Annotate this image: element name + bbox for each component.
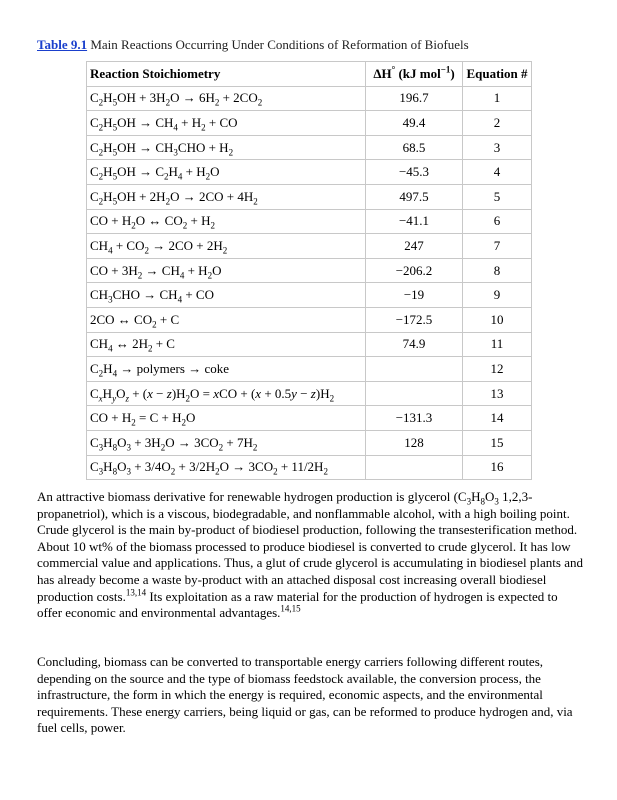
reaction-cell: $C_3H_8O_3 + 3H_2O \to 3CO_2 + 7H_2$ xyxy=(87,430,366,455)
equation-cell: 13 xyxy=(463,381,532,406)
enthalpy-cell: 497.5 xyxy=(366,184,463,209)
table-row xyxy=(87,455,532,480)
table-row xyxy=(87,332,532,357)
table-caption xyxy=(37,37,469,53)
table-row xyxy=(87,258,532,283)
table-row xyxy=(87,184,532,209)
enthalpy-cell: −131.3 xyxy=(366,406,463,431)
header-enthalpy: ΔH° (kJ mol$^{-1}$) xyxy=(366,62,463,87)
reaction-cell: $C_2H_5OH \to CH_4 + H_2$ + CO xyxy=(87,111,366,136)
reaction-cell: $C_3H_8O_3 + 3/4O_2 + 3/2H_2O \to 3CO_2 + 11/2H_2$ xyxy=(87,455,366,480)
equation-cell: 10 xyxy=(463,307,532,332)
table-header-row xyxy=(87,62,532,87)
enthalpy-cell xyxy=(366,455,463,480)
table-row xyxy=(87,209,532,234)
reaction-cell: $CH_4 + CO_2 \to 2CO + 2H_2$ xyxy=(87,234,366,259)
caption-text: Main Reactions Occurring Under Conditions of Reformation of Biofuels xyxy=(87,37,469,52)
table-label-link[interactable]: Table 9.1 xyxy=(37,37,88,52)
table-row xyxy=(87,135,532,160)
equation-cell: 3 xyxy=(463,135,532,160)
reaction-cell: $CH_3CHO \to CH_4$ + CO xyxy=(87,283,366,308)
table-row xyxy=(87,406,532,431)
table-row xyxy=(87,234,532,259)
enthalpy-cell xyxy=(366,381,463,406)
reaction-cell: $C_2H_4$ → polymers → coke xyxy=(87,357,366,382)
equation-cell: 9 xyxy=(463,283,532,308)
equation-cell: 16 xyxy=(463,455,532,480)
equation-cell: 1 xyxy=(463,86,532,111)
enthalpy-cell: −45.3 xyxy=(366,160,463,185)
citation-ref: 14,15 xyxy=(280,603,301,614)
enthalpy-cell: 49.4 xyxy=(366,111,463,136)
equation-cell: 6 xyxy=(463,209,532,234)
enthalpy-cell: −206.2 xyxy=(366,258,463,283)
equation-cell: 14 xyxy=(463,406,532,431)
citation-ref: 13,14 xyxy=(125,587,147,598)
reaction-cell: $CH_4$ ↔ $2H_2 + C$ xyxy=(87,332,366,357)
reactions-table xyxy=(86,61,532,480)
equation-cell: 12 xyxy=(463,357,532,382)
enthalpy-cell: 74.9 xyxy=(366,332,463,357)
header-equation: Equation # xyxy=(463,62,532,87)
equation-cell: 5 xyxy=(463,184,532,209)
enthalpy-cell: 128 xyxy=(366,430,463,455)
equation-cell: 2 xyxy=(463,111,532,136)
table-row xyxy=(87,283,532,308)
table-row xyxy=(87,357,532,382)
header-reaction: Reaction Stoichiometry xyxy=(87,62,366,87)
enthalpy-cell xyxy=(366,357,463,382)
enthalpy-cell: −19 xyxy=(366,283,463,308)
reaction-cell: CO + $H_2 = C + H_2O$ xyxy=(87,406,366,431)
reaction-cell: CO + $3H_2 \to CH_4 + H_2O$ xyxy=(87,258,366,283)
equation-cell: 8 xyxy=(463,258,532,283)
table-row xyxy=(87,111,532,136)
reaction-cell: CO + $H_2O$ ↔ $CO_2 + H_2$ xyxy=(87,209,366,234)
reaction-cell: $C_2H_5OH + 2H_2O \to 2CO + 4H_2$ xyxy=(87,184,366,209)
table-row xyxy=(87,381,532,406)
reaction-cell: $C_xH_yO_z + (x - z)H_2O$ = xCO + $(x + 0.5y - z)H_2$ xyxy=(87,381,366,406)
table-row xyxy=(87,160,532,185)
equation-cell: 7 xyxy=(463,234,532,259)
table-row xyxy=(87,430,532,455)
paragraph-conclusion: Concluding, biomass can be converted to transportable energy carriers following different routes, depending on the source and the type of biomass feedstock available, the conversion process, the infrastructure, the form in which the energy is required, economic aspects, and the environmental requirements. These energy carriers, being liquid or gas, can be reformed to produce hydrogen and, via fuel cells, power. xyxy=(37,654,573,736)
equation-cell: 11 xyxy=(463,332,532,357)
reaction-cell: $C_2H_5OH \to C_2H_4 + H_2O$ xyxy=(87,160,366,185)
enthalpy-cell: 247 xyxy=(366,234,463,259)
enthalpy-cell: −172.5 xyxy=(366,307,463,332)
enthalpy-cell: 196.7 xyxy=(366,86,463,111)
reaction-cell: $C_2H_5OH \to CH_3CHO + H_2$ xyxy=(87,135,366,160)
equation-cell: 15 xyxy=(463,430,532,455)
reaction-cell: $C_2H_5OH + 3H_2O \to 6H_2 + 2CO_2$ xyxy=(87,86,366,111)
paragraph-glycerol: An attractive biomass derivative for renewable hydrogen production is glycerol ($C_3H_8O_3$ 1,2,3-propanetriol), which is a viscous, biodegradable, and nonflammable alcohol, with a high boiling point. Crude glycerol is the main by-product of biodiesel production, following the transesterification method. About 10 wt% of the biomass processed to produce biodiesel is converted to crude glycerol. It has low commercial value and applications. Thus, a glut of crude glycerol is accumulating in biodiesel plants and has already become a waste by-product with an attached disposal cost increasing overall biodiesel production costs.$^{13,14}$ Its exploitation as a raw material for the production of hydrogen is expected to offer economic and environmental advantages.$^{14,15}$ xyxy=(37,489,583,621)
equation-cell: 4 xyxy=(463,160,532,185)
enthalpy-cell: −41.1 xyxy=(366,209,463,234)
enthalpy-cell: 68.5 xyxy=(366,135,463,160)
reaction-cell: 2CO ↔ $CO_2 + C$ xyxy=(87,307,366,332)
table-row xyxy=(87,86,532,111)
table-row xyxy=(87,307,532,332)
